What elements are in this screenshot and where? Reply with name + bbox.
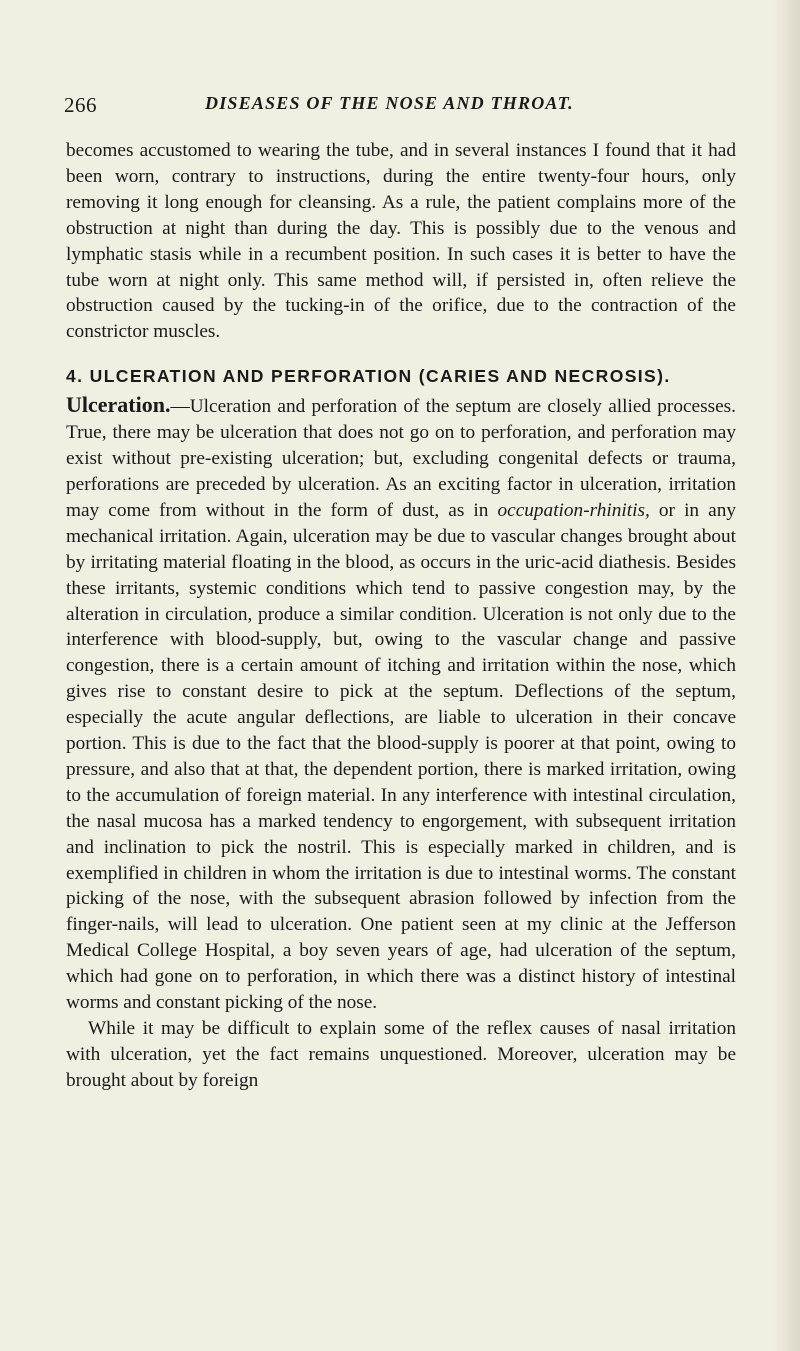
page-header xyxy=(0,93,800,123)
italic-term: occupation-rhinitis, xyxy=(497,499,650,521)
paragraph-reflex-causes: While it may be difficult to explain some of the reflex causes of nasal irritation with ulceration, yet the fact remains unquestioned. Moreover, ulceration may be brought about by foreign xyxy=(66,1018,736,1091)
page-number: 266 xyxy=(64,93,97,117)
section-heading: 4. ULCERATION AND PERFORATION (CARIES AND NECROSIS). xyxy=(66,366,671,387)
paragraph-ulceration xyxy=(66,392,736,1016)
body-text xyxy=(66,138,736,1094)
running-head: DISEASES OF THE NOSE AND THROAT. xyxy=(205,93,574,113)
ulceration-text-1: —Ulceration and perforation of the septum are closely allied processes. True, there may be ulceration that does not go on to perforation, and perforation may exist without pre-existing ulceration; but, excluding congenital defects or trauma, perforations are preceded by ulceration. As an exciting factor in ulceration, irritation may come from without in the form of dust, as in xyxy=(66,396,736,521)
page-edge-shadow xyxy=(774,0,800,1351)
ulceration-text-2: or in any mechanical irritation. Again, ulceration may be due to vascular changes brought about by irritating material floating in the blood, as occurs in the uric-acid diathesis. Besides these irritants, systemic conditions which tend to passive congestion may, by the alteration in circulation, produce a similar condition. Ulceration is not only due to the interference with blood-supply, but, owing to the vascular change and passive congestion, there is a certain amount of itching and irritation within the nose, which gives rise to constant desire to pick at the septum. Deflections of the septum, especially the acute angular deflections, are liable to ulceration in their concave portion. This is due to the fact that the blood-supply is poorer at that point, owing to pressure, and also that at that, the dependent portion, there is marked irritation, owing to the accumulation of foreign material. In any interference with intestinal circulation, the nasal mucosa has a marked tendency to engorgement, with subsequent irritation and inclination to pick the nostril. This is especially marked in children, and is exemplified in children in whom the irritation is due to intestinal worms. The constant picking of the nose, with the subsequent abrasion followed by infection from the finger-nails, will lead to ulceration. One patient seen at my clinic at the Jefferson Medical College Hospital, a boy seven years of age, had ulceration of the septum, which had gone on to perforation, in which there was a distinct history of intestinal worms and constant picking of the nose. xyxy=(66,499,736,1014)
paragraph-continuation: becomes accustomed to wearing the tube, and in several instances I found that it had been worn, contrary to instructions, during the entire twenty-four hours, only removing it long enough for cleansing. As a rule, the patient complains more of the obstruction at night than during the day. This is possibly due to the venous and lymphatic stasis while in a recumbent position. In such cases it is better to have the tube worn at night only. This same method will, if persisted in, often relieve the obstruction caused by the tucking-in of the orifice, due to the contraction of the constrictor muscles. xyxy=(66,140,736,343)
run-in-heading: Ulceration. xyxy=(66,392,171,418)
